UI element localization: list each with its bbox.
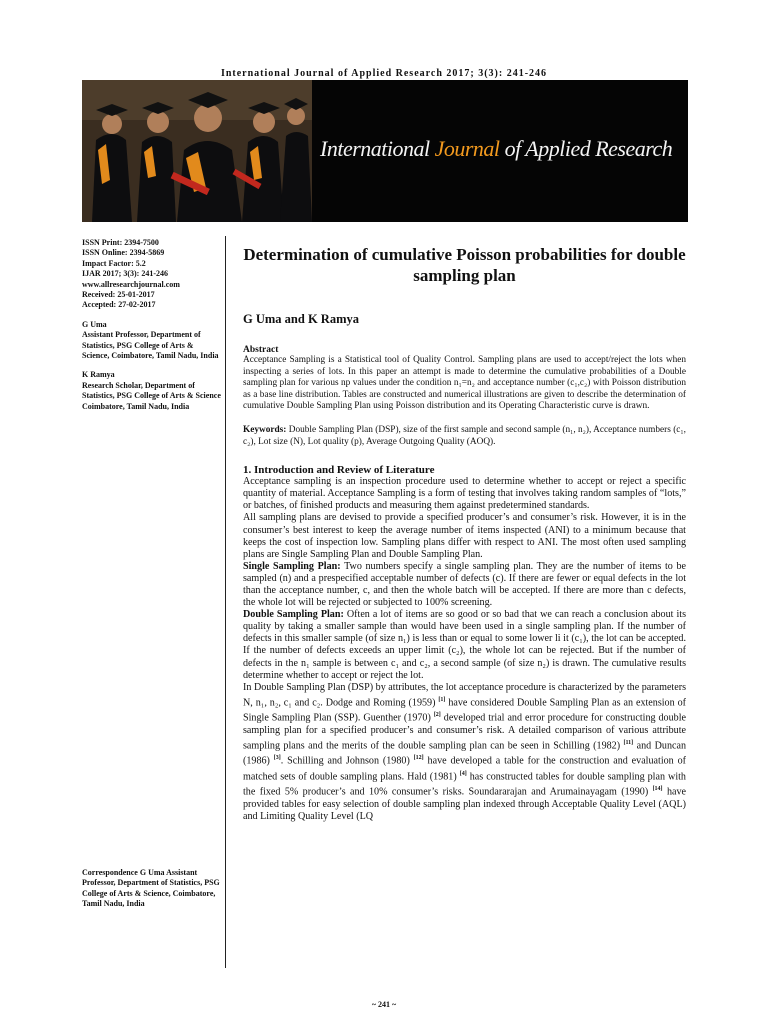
paragraph: Double Sampling Plan: Often a lot of items are so good or so bad that we can reach a conclusion about its quality by taking a smaller sample than would have been used in a single sampling plan. If the number of defects in this smaller sample (of size n₁) is less than or equal to some lower li it (c₁), the lot can be accepted. If the number of defects exceeds an upper limit (c₂), the whole lot can be rejected. But if the number of defects in the n₁ sample is between c₁ and c₂, a second sample (of size n₂) is drawn. The cumulative results determine whether to accept or reject the lot. xyxy=(243,609,687,681)
issn-print: ISSN Print: 2394-7500 xyxy=(82,238,159,247)
citation-info: IJAR 2017; 3(3): 241-246 xyxy=(82,269,168,279)
author1-info xyxy=(82,320,222,362)
received-date: Received: 25-01-2017 xyxy=(82,290,155,300)
accepted-date: Accepted: 27-02-2017 xyxy=(82,300,156,310)
author2-affiliation: Research Scholar, Department of Statistics, PSG College of Arts & Science Coimbatore, Tamil Nadu, India xyxy=(82,380,221,411)
publication-meta xyxy=(82,238,222,311)
citation-ref: [2] xyxy=(433,712,441,719)
section-body xyxy=(243,476,686,823)
article-sidebar xyxy=(82,238,222,421)
correspondence-affiliation: Assistant Professor, Department of Statistics, PSG College of Arts & Science, Coimbatore, Tamil Nadu, India xyxy=(82,868,220,909)
keywords-text: Double Sampling Plan (DSP), size of the first sample and second sample (n₁, n₂), Acceptance numbers (c₁, c₂), Lot size (N), Lot quality (p), Average Outgoing Quality (AOQ). xyxy=(243,424,686,447)
paper-title: Determination of cumulative Poisson probabilities for double sampling plan xyxy=(243,245,686,285)
keywords xyxy=(243,425,686,448)
citation-ref: [11] xyxy=(623,739,634,746)
author1-name: G Uma xyxy=(82,319,107,329)
paragraph: Single Sampling Plan: Two numbers specify a single sampling plan. They are the number of items to be sampled (n) and a prespecified acceptable number of defects (c). If there are fewer or equal defects in the lot than the acceptance number, c, and then the whole batch will be accepted. If there are more than c defects, the whole lot will be rejected or subjected to 100% screening. xyxy=(243,560,687,609)
correspondence-block xyxy=(82,868,222,910)
keywords-label: Keywords: xyxy=(243,424,287,435)
citation-ref: [4] xyxy=(459,770,467,777)
issn-online: ISSN Online: 2394-5869 xyxy=(82,248,165,258)
journal-running-header: International Journal of Applied Research 2017; 3(3): 241-246 xyxy=(220,68,548,79)
section-heading: 1. Introduction and Review of Literature xyxy=(243,464,435,477)
correspondence-name: G Uma xyxy=(139,868,165,877)
page-number: ~ 241 ~ xyxy=(371,1000,397,1009)
graduates-photo xyxy=(82,80,312,222)
banner-journal-title: International Journal of Applied Research xyxy=(320,136,673,161)
journal-website: www.allresearchjournal.com xyxy=(82,279,180,289)
citation-ref: [14] xyxy=(652,786,663,793)
citation-ref: [3] xyxy=(273,755,281,762)
author2-info xyxy=(82,370,222,412)
citation-ref: [1] xyxy=(438,696,446,703)
column-divider xyxy=(225,236,226,968)
citation-ref: [12] xyxy=(413,755,424,762)
paragraph: Acceptance sampling is an inspection procedure used to determine whether to accept or reject a specific quantity of material. Acceptance Sampling is a form of testing that involves taking random samples of “lots,” or batches, of finished products and measuring them against predetermined standards. xyxy=(243,476,686,512)
author1-affiliation: Assistant Professor, Department of Statistics, PSG College of Arts & Science, Coimbatore, Tamil Nadu, India xyxy=(82,330,219,361)
article-main xyxy=(243,244,686,823)
runin-heading: Double Sampling Plan: xyxy=(243,609,344,621)
journal-banner xyxy=(82,80,688,222)
paper-authors: G Uma and K Ramya xyxy=(243,312,359,326)
author2-name: K Ramya xyxy=(82,370,115,380)
runin-heading: Single Sampling Plan: xyxy=(243,560,341,572)
correspondence-label: Correspondence xyxy=(82,868,138,877)
impact-factor: Impact Factor: 5.2 xyxy=(82,258,146,268)
paragraph: All sampling plans are devised to provide a specified producer’s and consumer’s risk. However, it is in the consumer’s best interest to keep the average number of items inspected (ANI) to a minimum because that keeps the cost of inspection low. Sampling plans differ with respect to ANI. The most often used sampling plans are Single Sampling Plan and Double Sampling Plan. xyxy=(243,512,686,560)
abstract-heading: Abstract xyxy=(243,345,279,355)
paragraph: In Double Sampling Plan (DSP) by attributes, the lot acceptance procedure is characterized by the parameters N, n₁, n₂, c₁ and c₂. Dodge and Roming (1959) [1] have considered Double Sampling Plan as an extension of Single Sampling Plan (SSP). Guenther (1970) [2] developed trial and error procedure for constructing double sampling plan for a specified producer’s and consumer’s risk. A detailed comparison of various attribute sampling plans and the merits of the double sampling plan can be seen in Schilling (1982) [11] and Duncan (1986) [3]. Schilling and Johnson (1980) [12] have developed a table for the construction and evaluation of matched sets of double sampling plans. Hald (1981) [4] has constructed tables for double sampling plan with the fixed 5% producer’s and 10% consumer’s risks. Soundararajan and Arumainayagam (1990) [14] have provided tables for easy selection of double sampling plan indexed through Acceptable Quality Level (AQL) and Limiting Quality Level (LQ xyxy=(243,681,686,822)
abstract-text: Acceptance Sampling is a Statistical tool of Quality Control. Sampling plans are used to accept/reject the lots when inspecting a series of lots. In this paper an attempt is made to determine the cumulative probabilities of a Double sampling plan for various np values under the condition n₁=n₂ and acceptance number (c₁,c₂) with Poisson distribution as a base line distribution. Tables are constructed and numerical illustrations are given to describe the determination of cumulative Double Sampling Plan using Poisson distribution and its Operating Characteristic curve is drawn. xyxy=(243,355,686,412)
